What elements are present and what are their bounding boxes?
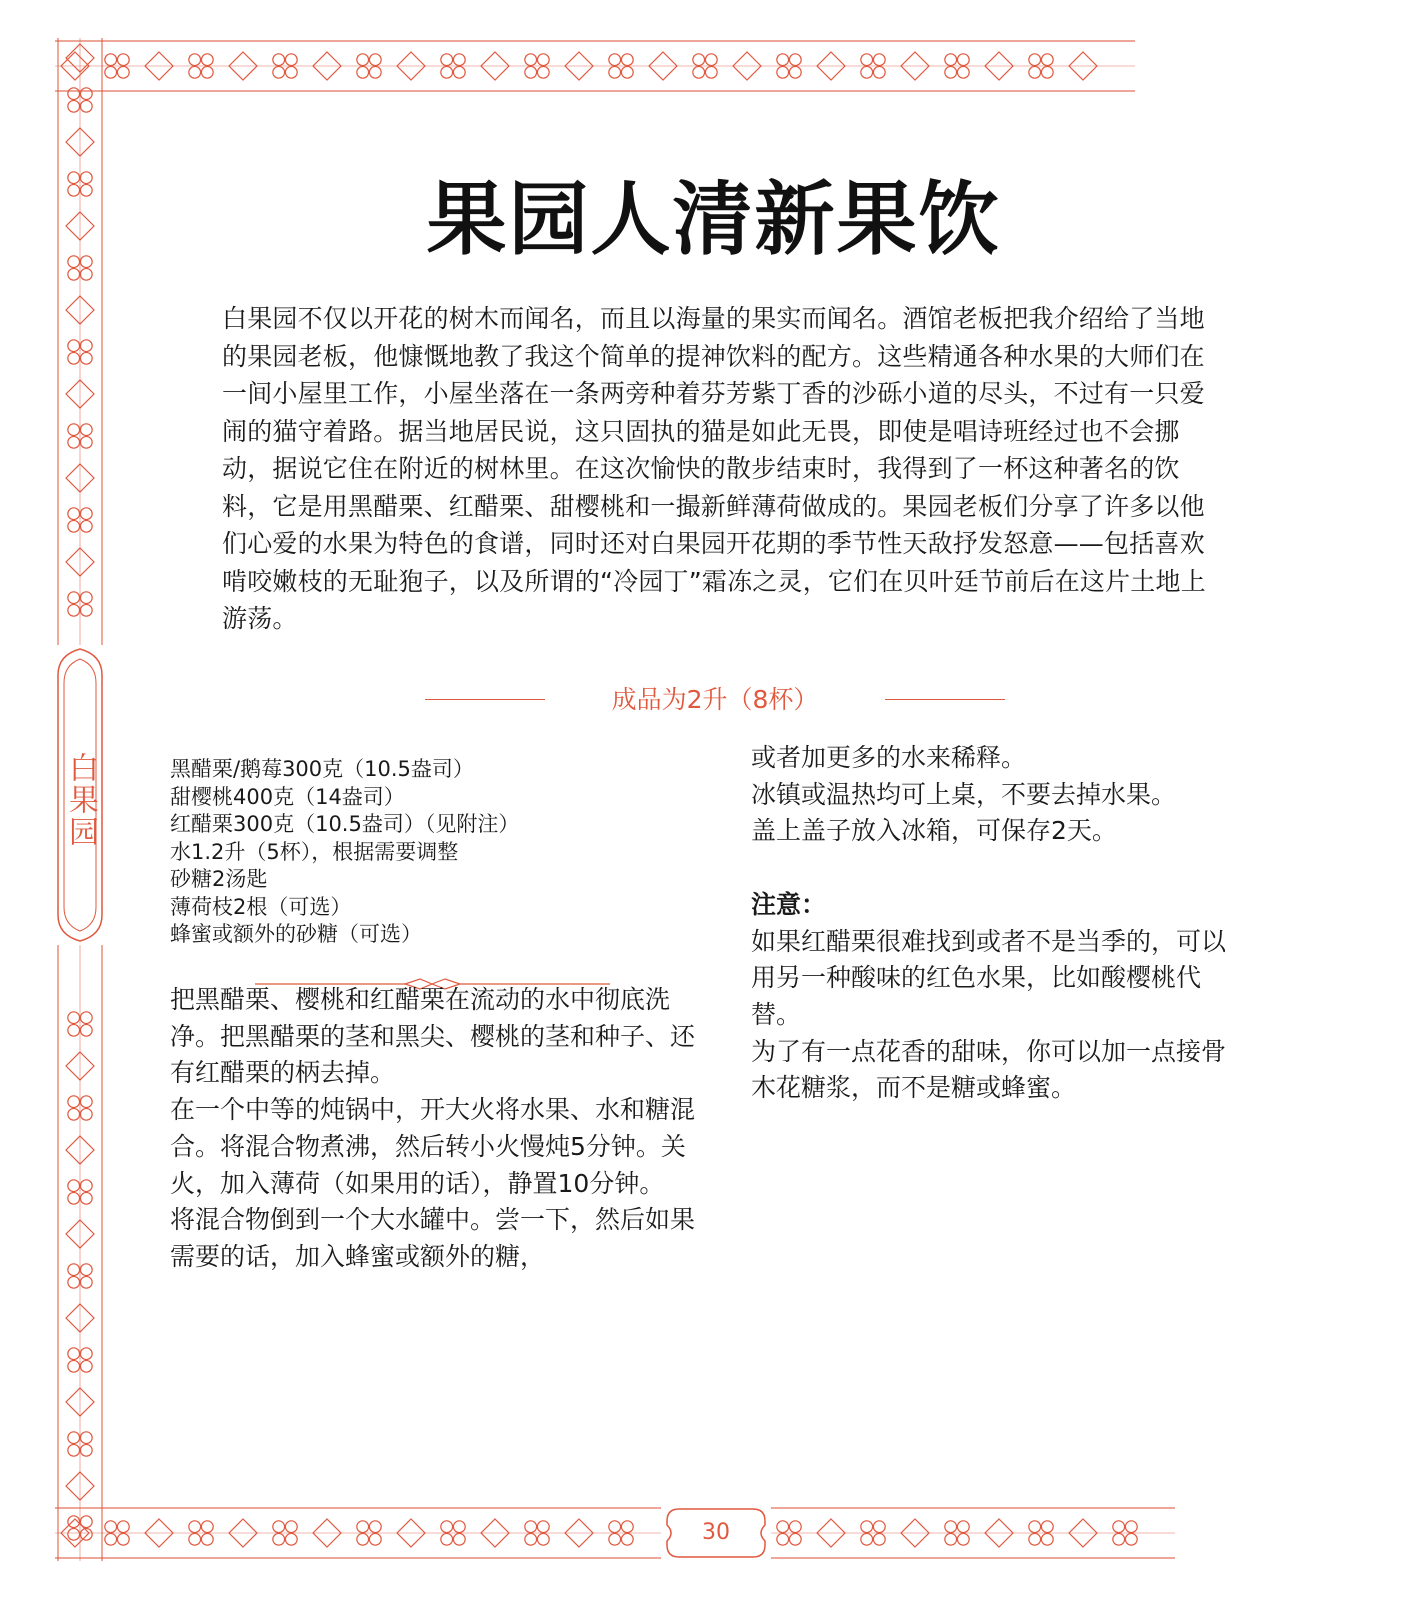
border-knot-motif [68, 1012, 80, 1024]
border-knot-motif [369, 1533, 381, 1545]
border-knot-motif [693, 54, 705, 66]
border-knot-motif [1125, 1533, 1137, 1545]
border-knot-motif [189, 1533, 201, 1545]
border-knot-motif [80, 1012, 92, 1024]
method-continued-line: 冰镇或温热均可上桌，不要去掉水果。 [751, 779, 1177, 809]
border-knot-motif [189, 66, 201, 78]
ingredient-item: 黑醋栗/鹅莓300克（10.5盎司） [170, 757, 474, 781]
border-knot-motif [80, 1348, 92, 1360]
border-knot-motif [777, 1521, 789, 1533]
ingredients-list [170, 756, 690, 949]
border-knot-motif [693, 66, 705, 78]
ingredient-item: 砂糖2汤匙 [170, 867, 268, 891]
border-knot-motif [957, 54, 969, 66]
intro-paragraph: 白果园不仅以开花的树木而闻名，而且以海量的果实而闻名。酒馆老板把我介绍给了当地的果园老板，他慷慨地教了我这个简单的提神饮料的配方。这些精通各种水果的大师们在一间小屋里工作，小屋坐落在一条两旁种着芬芳紫丁香的沙砾小道的尽头，不过有一只爱闹的猫守着路。据当地居民说，这只固执的猫是如此无畏，即使是唱诗班经过也不会挪动，据说它住在附近的树林里。在这次愉快的散步结束时，我得到了一杯这种著名的饮料，它是用黑醋栗、红醋栗、甜樱桃和一撮新鲜薄荷做成的。果园老板们分享了许多以他们心爱的水果为特色的食谱，同时还对白果园开花期的季节性天敌抒发怒意——包括喜欢啃咬嫩枝的无耻狍子，以及所谓的“冷园丁”霜冻之灵，它们在贝叶廷节前后在这片土地上游荡。 [222, 304, 1206, 633]
note-paragraph: 为了有一点花香的甜味，你可以加一点接骨木花糖浆，而不是糖或蜂蜜。 [751, 1036, 1227, 1103]
border-knot-motif [80, 268, 92, 280]
border-knot-motif [80, 1276, 92, 1288]
border-knot-motif [945, 66, 957, 78]
border-knot-motif [80, 352, 92, 364]
border-knot-motif [273, 1521, 285, 1533]
border-knot-motif [525, 1533, 537, 1545]
border-knot-motif [873, 1533, 885, 1545]
border-knot-motif [273, 54, 285, 66]
border-knot-motif [80, 88, 92, 100]
border-knot-motif [609, 66, 621, 78]
border-knot-motif [68, 424, 80, 436]
border-knot-motif [273, 66, 285, 78]
border-knot-motif [68, 1180, 80, 1192]
border-knot-motif [117, 1521, 129, 1533]
border-knot-motif [80, 1192, 92, 1204]
border-knot-motif [525, 54, 537, 66]
yield-divider-right [885, 699, 1005, 700]
yield-text: 成品为2升（8杯） [611, 685, 819, 714]
border-knot-motif [105, 66, 117, 78]
border-knot-motif [68, 1096, 80, 1108]
border-knot-motif [957, 1533, 969, 1545]
method-step: 把黑醋栗、樱桃和红醋栗在流动的水中彻底洗净。把黑醋栗的茎和黑尖、樱桃的茎和种子、还有红醋栗的柄去掉。 [170, 985, 696, 1088]
border-knot-motif [105, 1521, 117, 1533]
border-knot-motif [609, 54, 621, 66]
border-knot-motif [285, 1533, 297, 1545]
border-knot-motif [189, 54, 201, 66]
border-knot-motif [80, 1360, 92, 1372]
border-knot-motif [189, 1521, 201, 1533]
border-knot-motif [285, 1521, 297, 1533]
border-knot-motif [80, 100, 92, 112]
method-continued-line: 盖上盖子放入冰箱，可保存2天。 [751, 816, 1117, 846]
border-knot-motif [525, 66, 537, 78]
ingredient-item: 红醋栗300克（10.5盎司）（见附注） [170, 812, 520, 836]
border-knot-motif [68, 508, 80, 520]
border-knot-motif [1041, 66, 1053, 78]
border-knot-motif [80, 1444, 92, 1456]
border-knot-motif [68, 340, 80, 352]
border-knot-motif [273, 1533, 285, 1545]
border-knot-motif [789, 66, 801, 78]
border-knot-motif [705, 66, 717, 78]
border-knot-motif [117, 66, 129, 78]
border-knot-motif [441, 1521, 453, 1533]
border-knot-motif [369, 66, 381, 78]
border-knot-motif [1029, 54, 1041, 66]
method-steps [170, 982, 695, 1276]
border-knot-motif [68, 100, 80, 112]
border-knot-motif [68, 1276, 80, 1288]
border-knot-motif [80, 340, 92, 352]
border-knot-motif [873, 54, 885, 66]
yield-row [420, 680, 1010, 720]
border-knot-motif [453, 54, 465, 66]
ingredient-item: 蜂蜜或额外的砂糖（可选） [170, 922, 422, 946]
border-knot-motif [68, 604, 80, 616]
border-knot-motif [861, 1521, 873, 1533]
border-knot-motif [957, 1521, 969, 1533]
border-knot-motif [105, 54, 117, 66]
border-knot-motif [117, 1533, 129, 1545]
border-knot-motif [873, 66, 885, 78]
border-knot-motif [1113, 1521, 1125, 1533]
spacer [751, 850, 1241, 887]
border-knot-motif [873, 1521, 885, 1533]
border-knot-motif [1029, 1521, 1041, 1533]
ingredient-item: 甜樱桃400克（14盎司） [170, 784, 405, 809]
method-continued-line: 或者加更多的水来稀释。 [751, 743, 1027, 772]
border-knot-motif [621, 1533, 633, 1545]
border-knot-motif [777, 54, 789, 66]
border-knot-motif [117, 54, 129, 66]
border-knot-motif [80, 436, 92, 448]
ingredient-item: 薄荷枝2根（可选） [170, 894, 352, 919]
ingredient-item: 水1.2升（5杯），根据需要调整 [170, 839, 459, 864]
border-knot-motif [1113, 1533, 1125, 1545]
border-knot-motif [537, 54, 549, 66]
border-knot-motif [1041, 1533, 1053, 1545]
right-column [751, 740, 1241, 1107]
border-knot-motif [201, 1521, 213, 1533]
border-knot-motif [68, 352, 80, 364]
border-knot-motif [68, 1432, 80, 1444]
border-knot-motif [68, 1348, 80, 1360]
border-knot-motif [945, 1521, 957, 1533]
border-knot-motif [357, 1533, 369, 1545]
border-knot-motif [945, 54, 957, 66]
border-knot-motif [537, 1521, 549, 1533]
border-knot-motif [453, 1533, 465, 1545]
method-step: 将混合物倒到一个大水罐中。尝一下，然后如果需要的话，加入蜂蜜或额外的糖， [170, 1205, 696, 1271]
border-knot-motif [201, 1533, 213, 1545]
border-knot-motif [777, 66, 789, 78]
border-knot-motif [1041, 1521, 1053, 1533]
border-knot-motif [789, 1533, 801, 1545]
border-knot-motif [80, 604, 92, 616]
border-knot-motif [861, 54, 873, 66]
border-knot-motif [621, 66, 633, 78]
border-knot-motif [861, 1533, 873, 1545]
border-knot-motif [68, 1264, 80, 1276]
border-knot-motif [68, 592, 80, 604]
border-knot-motif [68, 520, 80, 532]
page-title: 果园人清新果饮 [426, 173, 1001, 266]
border-knot-motif [705, 54, 717, 66]
note-heading: 注意： [751, 889, 827, 919]
border-knot-motif [777, 1533, 789, 1545]
method-step: 在一个中等的炖锅中，开大火将水果、水和糖混合。将混合物煮沸，然后转小火慢炖5分钟。关火，加入薄荷（如果用的话），静置10分钟。 [170, 1095, 696, 1198]
border-knot-motif [441, 66, 453, 78]
section-tab-label: 白果园 [63, 752, 98, 848]
border-knot-motif [957, 66, 969, 78]
border-knot-motif [80, 592, 92, 604]
border-knot-motif [68, 1360, 80, 1372]
border-knot-motif [621, 1521, 633, 1533]
border-knot-motif [68, 1024, 80, 1036]
border-knot-motif [80, 508, 92, 520]
page-number: 30 [702, 1520, 730, 1545]
border-knot-motif [453, 66, 465, 78]
border-knot-motif [537, 66, 549, 78]
border-knot-motif [621, 54, 633, 66]
border-knot-motif [609, 1533, 621, 1545]
bottom-border-ornament [55, 1505, 1175, 1561]
note-paragraph: 如果红醋栗很难找到或者不是当季的，可以用另一种酸味的红色水果，比如酸樱桃代替。 [751, 926, 1227, 1029]
border-knot-motif [201, 54, 213, 66]
border-knot-motif [68, 1192, 80, 1204]
border-knot-motif [357, 1521, 369, 1533]
border-knot-motif [357, 54, 369, 66]
border-knot-motif [80, 1096, 92, 1108]
border-knot-motif [537, 1533, 549, 1545]
border-knot-motif [68, 436, 80, 448]
border-knot-motif [453, 1521, 465, 1533]
border-knot-motif [201, 66, 213, 78]
top-border-ornament [55, 38, 1135, 94]
border-knot-motif [1029, 1533, 1041, 1545]
border-knot-motif [789, 1521, 801, 1533]
border-knot-motif [525, 1521, 537, 1533]
border-knot-motif [80, 424, 92, 436]
border-knot-motif [68, 268, 80, 280]
border-knot-motif [80, 520, 92, 532]
border-knot-motif [369, 1521, 381, 1533]
border-knot-motif [80, 1180, 92, 1192]
border-knot-motif [789, 54, 801, 66]
border-knot-motif [68, 88, 80, 100]
border-knot-motif [80, 1264, 92, 1276]
border-knot-motif [80, 1108, 92, 1120]
border-knot-motif [609, 1521, 621, 1533]
border-knot-motif [1125, 1521, 1137, 1533]
border-knot-motif [357, 66, 369, 78]
border-knot-motif [945, 1533, 957, 1545]
border-knot-motif [68, 1444, 80, 1456]
border-knot-motif [1041, 54, 1053, 66]
border-knot-motif [441, 54, 453, 66]
border-knot-motif [441, 1533, 453, 1545]
border-knot-motif [105, 1533, 117, 1545]
border-knot-motif [861, 66, 873, 78]
border-knot-motif [369, 54, 381, 66]
border-knot-motif [1029, 66, 1041, 78]
border-knot-motif [285, 54, 297, 66]
border-knot-motif [80, 1432, 92, 1444]
yield-divider-left [425, 699, 545, 700]
border-knot-motif [285, 66, 297, 78]
border-knot-motif [80, 1024, 92, 1036]
border-knot-motif [68, 1108, 80, 1120]
